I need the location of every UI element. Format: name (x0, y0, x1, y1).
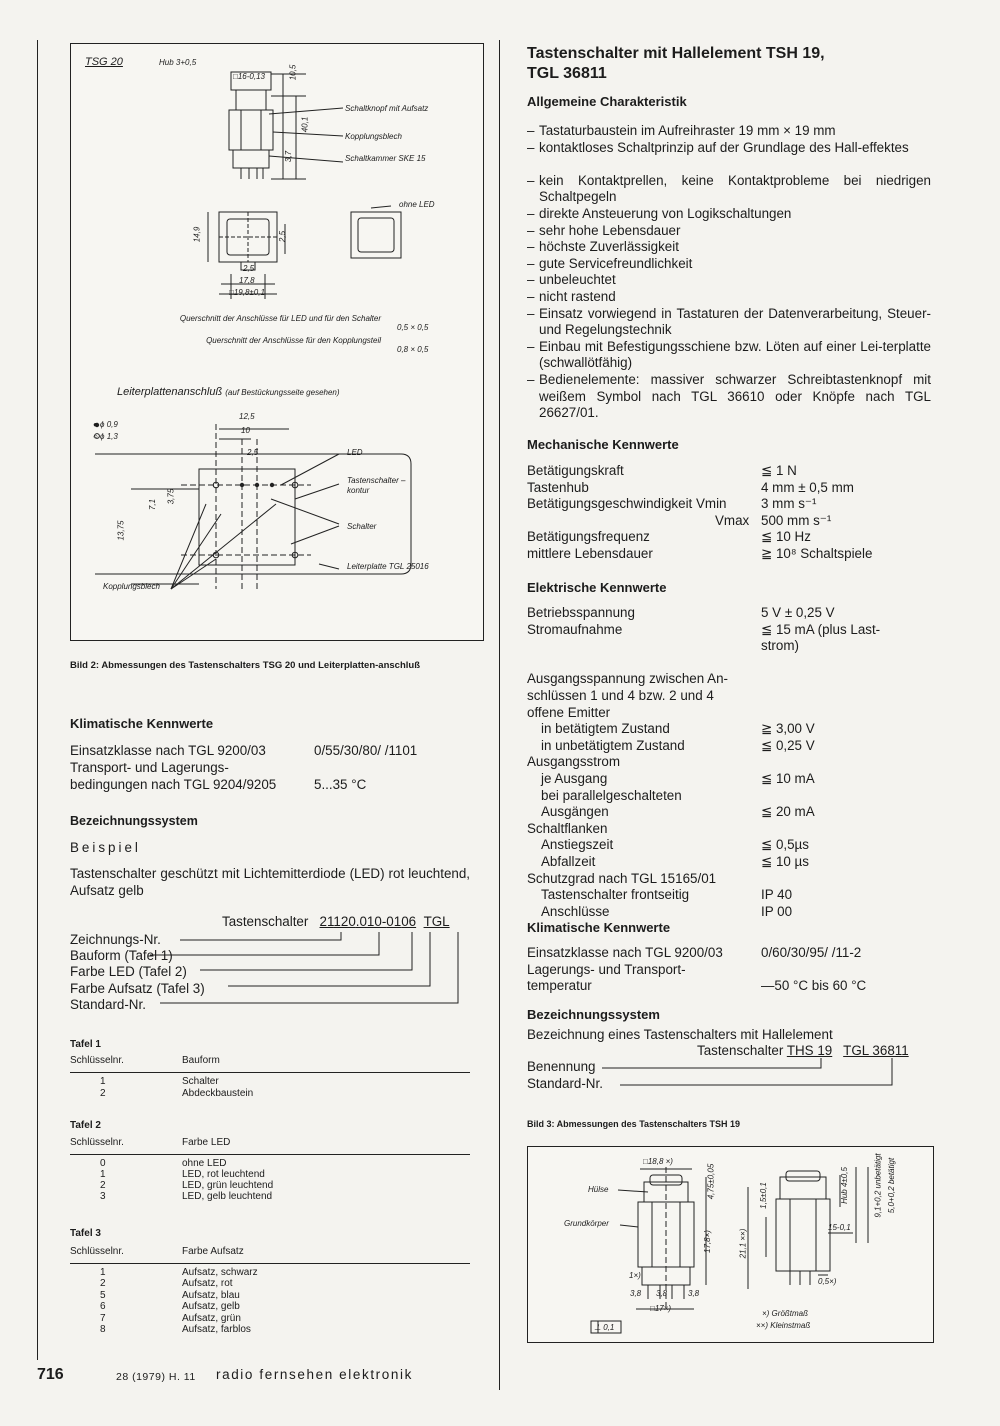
bullet-dash: – (527, 338, 535, 354)
bullet-dash: – (527, 172, 535, 188)
fig2-schaltkammer: Schaltkammer SKE 15 (345, 154, 426, 163)
fig2-d25b: 2,5 (243, 264, 255, 273)
bullet-dash: – (527, 255, 535, 271)
bullet-dash: – (527, 239, 535, 255)
tafel-1-title: Tafel 1 (70, 1039, 101, 1050)
fig2-label: TSG 20 (85, 56, 123, 68)
tafel-3-key: 7 (100, 1312, 106, 1324)
bullet-dash: – (527, 372, 535, 387)
elek-value: IP 40 (761, 887, 793, 903)
fig2-d125: 12,5 (239, 412, 255, 421)
fig2-d198: □19,8±0,1 (229, 288, 265, 297)
bullet-text: gute Servicefreundlichkeit (539, 255, 693, 271)
left-margin-line (37, 40, 38, 1360)
bullet-dash: – (527, 305, 535, 321)
fig2-q2-val: 0,8 × 0,5 (397, 345, 429, 354)
right-title-line1: Tastenschalter mit Hallelement TSH 19, (527, 45, 825, 62)
bullet-text: unbeleuchtet (539, 272, 616, 288)
fig2-ohne-led: ohne LED (399, 200, 435, 209)
fig3-d38b: 3,8 (656, 1289, 668, 1298)
fig3-d38a: 3,8 (630, 1289, 642, 1298)
tafel-3-val: Aufsatz, farblos (182, 1324, 251, 1336)
fig3-d15b: 15-0,1 (828, 1223, 851, 1232)
elek-label: Ausgangsstrom (527, 754, 621, 770)
page-number: 716 (37, 1366, 64, 1383)
right-bez-title: Bezeichnungssystem (527, 1007, 660, 1022)
right-title (527, 44, 825, 84)
tafel-3-key: 1 (100, 1266, 106, 1278)
bullet-text: sehr hohe Lebensdauer (539, 222, 681, 238)
tafel-2-key: 1 (100, 1168, 106, 1180)
right-bez-text: Bezeichnung eines Tastenschalters mit Hallelement (527, 1027, 833, 1042)
tafel-2-h1: Schlüsselnr. (70, 1136, 124, 1148)
fig2-lp-title (117, 386, 340, 398)
bullet-dash: – (527, 123, 535, 138)
right-code-leaders (600, 1058, 900, 1090)
elek-label: offene Emitter (527, 704, 611, 720)
left-code-part: 120 (333, 914, 356, 929)
elek-value: IP 00 (761, 903, 793, 919)
elek-value: 5 V ± 0,25 V (761, 605, 835, 620)
left-klima-value: 0/55/30/80/ /1101 (314, 743, 418, 758)
left-code-line (222, 914, 450, 931)
tafel-3-val: Aufsatz, gelb (182, 1301, 240, 1313)
mech-label: Betätigungsfrequenz (527, 529, 650, 545)
bullet-dash: – (527, 139, 535, 155)
tafel-1-h1: Schlüsselnr. (70, 1054, 124, 1066)
bullet-text: nicht rastend (539, 289, 616, 304)
left-bez-title: Bezeichnungssystem (70, 814, 198, 828)
column-divider (499, 40, 500, 1390)
elek-label: Anstiegszeit (541, 837, 614, 853)
elek-label: Schutzgrad nach TGL 15165/01 (527, 870, 717, 886)
elek-value: ≦ 0,5µs (761, 837, 809, 853)
left-code-labels (70, 932, 205, 1013)
elek-value: ≦ 10 µs (761, 854, 809, 869)
fig3-d38c: 3,8 (688, 1289, 700, 1298)
code-label: Farbe Aufsatz (Tafel 3) (70, 980, 205, 996)
fig3-d188: □18,8 ×) (643, 1157, 673, 1166)
allg-title: Allgemeine Charakteristik (527, 94, 687, 109)
bullet-text: kein Kontaktprellen, keine Kontaktprobleme bei niedrigen Schaltpegeln (539, 172, 931, 205)
left-klima-label: Einsatzklasse nach TGL 9200/03 (70, 743, 266, 758)
code-label: Zeichnungs-Nr. (70, 932, 161, 947)
elek-label: schlüssen 1 und 4 bzw. 2 und 4 (527, 688, 714, 703)
elek-value: ≦ 20 mA (761, 804, 815, 820)
mech-label: Tastenhub (527, 479, 589, 495)
fig3-d178: 17,8×) (702, 1230, 712, 1253)
tafel-1-key: 1 (100, 1075, 106, 1087)
bullet-dash: – (527, 206, 535, 221)
right-code-labels (527, 1059, 603, 1092)
elek-label: Schaltflanken (527, 820, 608, 836)
mech-value: ≧ 10⁸ Schaltspiele (761, 546, 873, 561)
fig3-d475: 4,75±0,05 (706, 1163, 716, 1200)
fig3-tol: ⊥ 0,1 (594, 1323, 615, 1332)
fig3-d1: 1×) (629, 1271, 641, 1280)
left-klima-value: 5...35 °C (314, 777, 367, 792)
right-klima-value: 0/60/30/95/ /11-2 (761, 945, 862, 960)
footer-issue: 28 (1979) H. 11 (116, 1371, 196, 1383)
bullet-text: höchste Zuverlässigkeit (539, 239, 679, 255)
fig2-q1-val: 0,5 × 0,5 (397, 323, 429, 332)
fig2-kopplungsblech: Kopplungsblech (345, 132, 402, 141)
fig2-kontur: Tastenschalter – kontur (347, 476, 406, 495)
mech-title: Mechanische Kennwerte (527, 437, 679, 452)
tafel-3-h1: Schlüsselnr. (70, 1245, 124, 1257)
fig2-schalter: Schalter (347, 522, 377, 531)
fig3-d17: □17×) (650, 1304, 672, 1313)
tafel-1-h2: Bauform (182, 1054, 220, 1066)
right-klima-value: —50 °C bis 60 °C (761, 978, 867, 994)
figure-3 (527, 1146, 934, 1343)
left-klima-row (70, 743, 266, 760)
fig2-d178: 17,8 (239, 276, 255, 285)
tafel-2-val: LED, rot leuchtend (182, 1168, 265, 1180)
elek-value: ≦ 0,25 V (761, 737, 815, 753)
fig2-d71: 7,1 (148, 498, 158, 511)
mech-value: ≦ 1 N (761, 463, 797, 478)
tafel-2-key: 0 (100, 1157, 106, 1169)
fig3-huelse: Hülse (588, 1185, 609, 1194)
fig3-note1: ×) Größtmaß (762, 1309, 809, 1318)
fig2-led: LED (347, 448, 363, 457)
right-code-a: THS 19 (786, 1043, 833, 1058)
footer-journal: radio fernsehen elektronik (216, 1367, 413, 1382)
fig2-hole1: ● ϕ 0,9 (93, 420, 118, 429)
fig3-note2: ××) Kleinstmaß (756, 1321, 811, 1330)
tafel-2-key: 3 (100, 1190, 106, 1202)
elek-label: Ausgangsspannung zwischen An- (527, 671, 728, 687)
elek-value: strom) (761, 638, 799, 654)
bullet-text: kontaktloses Schaltprinzip auf der Grundlage des Hall-effektes (539, 139, 909, 155)
elek-value: ≦ 10 mA (761, 771, 815, 786)
tafel-3-key: 6 (100, 1301, 106, 1313)
bullet-list (527, 123, 931, 423)
mech-label: Betätigungsgeschwindigkeit Vmin (527, 496, 727, 512)
tafel-2-title: Tafel 2 (70, 1120, 101, 1131)
left-code-part: 21 (319, 914, 334, 929)
elek-label: bei parallelgeschalteten (541, 787, 682, 803)
fig2-leiterplatte: Leiterplatte TGL 25016 (347, 562, 429, 571)
example-text: Tastenschalter geschützt mit Lichtemitterdiode (LED) rot leuchtend, Aufsatz gelb (70, 866, 470, 898)
fig3-unbet: 9,1+0,2 unbetätigt (873, 1153, 883, 1218)
figure-3-drawing (528, 1147, 933, 1342)
bullet-dash: – (527, 222, 535, 238)
mech-label: mittlere Lebensdauer (527, 546, 653, 561)
elek-label: Betriebsspannung (527, 605, 635, 620)
tafel-1-key: 2 (100, 1087, 106, 1099)
tafel-1 (70, 1040, 470, 1105)
bullet-text: Einbau mit Befestigungsschiene bzw. Löten auf einer Lei-terplatte (schwallötfähig) (539, 338, 931, 371)
right-klima-label: temperatur (527, 978, 592, 994)
left-code-part: TGL (423, 914, 450, 929)
tafel-3-h2: Farbe Aufsatz (182, 1245, 244, 1257)
tafel-2-h2: Farbe LED (182, 1136, 231, 1148)
left-code-part: 01 (386, 914, 402, 929)
elek-label: Ausgängen (541, 804, 609, 820)
elek-label: in unbetätigtem Zustand (541, 737, 685, 753)
fig3-hub: Hub 4±0,5 (839, 1167, 849, 1204)
tafel-3-key: 5 (100, 1289, 106, 1301)
fig2-d375: 3,75 (166, 488, 176, 505)
tafel-3-val: Aufsatz, grün (182, 1312, 241, 1324)
right-code-b: TGL 36811 (843, 1043, 909, 1058)
code-label: Farbe LED (Tafel 2) (70, 964, 187, 980)
mech-value: 3 mm s⁻¹ (761, 496, 817, 512)
code-label: Standard-Nr. (527, 1075, 603, 1091)
bullet-text: Einsatz vorwiegend in Tastaturen der Datenverarbeitung, Steuer- und Regelungstechnik (539, 305, 931, 338)
tafel-3-val: Aufsatz, rot (182, 1278, 233, 1290)
right-klima-label: Lagerungs- und Transport- (527, 961, 686, 977)
tafel-2-val: ohne LED (182, 1157, 227, 1169)
fig2-d105: 10,5 (288, 64, 298, 81)
left-klima-label: bedingungen nach TGL 9204/9205 (70, 777, 277, 792)
fig3-d211: 21,1 ××) (738, 1228, 748, 1259)
fig2-hole2: ○ ϕ 1,3 (93, 432, 118, 441)
elek-label: in betätigtem Zustand (541, 721, 670, 737)
tafel-2-key: 2 (100, 1179, 106, 1191)
elek-table (527, 605, 937, 919)
tafel-1-val: Abdeckbaustein (182, 1087, 254, 1099)
mech-value: ≦ 10 Hz (761, 529, 811, 545)
fig2-d149: 14,9 (192, 226, 202, 243)
fig2-d37: 3,7 (284, 150, 294, 163)
fig3-d15: 1,5±0,1 (758, 1182, 768, 1209)
fig2-d10: 10 (241, 426, 250, 435)
mech-value: 500 mm s⁻¹ (761, 512, 832, 528)
elek-value: ≦ 15 mA (plus Last- (761, 621, 881, 637)
bullet-dash: – (527, 289, 535, 304)
bullet-text: Bedienelemente: massiver schwarzer Schreibtastenknopf mit weißem Symbol nach TGL 36610 oder Knöpfe nach TGL 26627/01. (539, 372, 931, 421)
elek-label: Tastenschalter frontseitig (541, 887, 690, 903)
mech-value: 4 mm ± 0,5 mm (761, 479, 854, 495)
right-code-name: Tastenschalter (697, 1043, 784, 1058)
right-title-line2: TGL 36811 (527, 65, 607, 82)
elek-label: Stromaufnahme (527, 621, 623, 637)
tafel-2 (70, 1121, 470, 1209)
fig2-d25c: 2,5 (247, 448, 259, 457)
fig2-dim-sq: □16-0,13 (233, 72, 265, 81)
left-code-name: Tastenschalter (222, 914, 309, 929)
code-label: Benennung (527, 1059, 596, 1074)
right-klima-label: Einsatzklasse nach TGL 9200/03 (527, 945, 723, 960)
bullet-text: Tastaturbaustein im Aufreihraster 19 mm × 19 mm (539, 123, 836, 138)
mech-label: Betätigungskraft (527, 463, 624, 478)
elek-label: je Ausgang (541, 771, 608, 786)
fig2-d401: 40,1 (300, 116, 310, 133)
left-klima-table (70, 743, 480, 795)
tafel-3-key: 2 (100, 1278, 106, 1290)
left-code-part: .010- (355, 914, 387, 929)
fig2-hub: Hub 3+0,5 (159, 58, 197, 67)
fig2-lp-sub: (auf Bestückungsseite gesehen) (225, 388, 340, 397)
tafel-3-key: 8 (100, 1324, 106, 1336)
left-code-part: 06 (401, 914, 417, 929)
fig3-bet: 5,0+0,2 betätigt (887, 1157, 897, 1214)
mech-label: Vmax (715, 512, 750, 528)
left-klima-title: Klimatische Kennwerte (70, 716, 214, 731)
fig2-d25a: 2,5 (278, 230, 288, 243)
figure-2 (70, 43, 484, 641)
fig2-lp-title-text: Leiterplattenanschluß (117, 386, 223, 398)
fig2-schaltknopf: Schaltknopf mit Aufsatz (345, 104, 429, 113)
tafel-3-val: Aufsatz, schwarz (182, 1266, 258, 1278)
tafel-3 (70, 1229, 470, 1340)
tafel-3-title: Tafel 3 (70, 1228, 101, 1239)
right-klima-table (527, 945, 937, 997)
elek-label: Anschlüsse (541, 903, 610, 919)
mech-table (527, 463, 937, 563)
fig2-q2-label: Querschnitt der Anschlüsse für den Kopplungsteil (206, 336, 381, 345)
figure-2-caption: Bild 2: Abmessungen des Tastenschalters TSG 20 und Leiterplatten-anschluß (70, 660, 420, 671)
elek-value: ≧ 3,00 V (761, 721, 815, 737)
fig2-d1375: 13,75 (116, 520, 126, 541)
elek-label: Abfallzeit (541, 854, 596, 869)
left-klima-label: Transport- und Lagerungs- (70, 760, 229, 775)
elek-title: Elektrische Kennwerte (527, 580, 667, 595)
tafel-1-val: Schalter (182, 1075, 219, 1087)
bullet-dash: – (527, 272, 535, 288)
beispiel-label: Beispiel (70, 840, 141, 855)
fig2-kopplungsblech2: Kopplungsblech (103, 582, 160, 591)
right-klima-title: Klimatische Kennwerte (527, 920, 671, 935)
figure-3-caption: Bild 3: Abmessungen des Tastenschalters TSH 19 (527, 1119, 741, 1129)
code-label: Bauform (Tafel 1) (70, 948, 173, 964)
code-label: Standard-Nr. (70, 996, 146, 1012)
tafel-2-val: LED, gelb leuchtend (182, 1190, 273, 1202)
tafel-3-val: Aufsatz, blau (182, 1289, 240, 1301)
fig3-d05: 0,5×) (818, 1277, 837, 1286)
fig2-q1-label: Querschnitt der Anschlüsse für LED und für den Schalter (179, 314, 381, 323)
fig3-grund: Grundkörper (564, 1219, 609, 1228)
bullet-text: direkte Ansteuerung von Logikschaltungen (539, 206, 792, 221)
tafel-2-val: LED, grün leuchtend (182, 1179, 274, 1191)
